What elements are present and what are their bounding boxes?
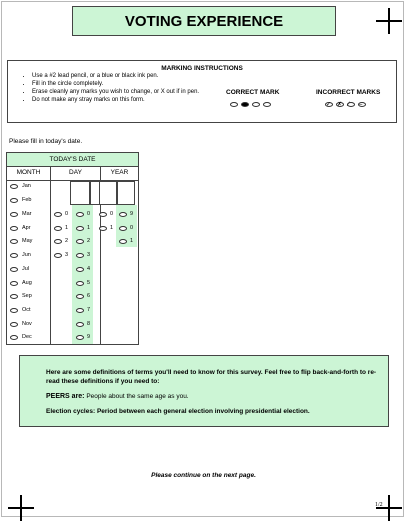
dash-oval-icon: – xyxy=(358,102,366,107)
continue-note: Please continue on the next page. xyxy=(151,472,256,479)
checkmark-oval-icon: ✓ xyxy=(326,102,332,108)
instructions-list xyxy=(22,72,212,104)
instruction-item: • Do not make any stray marks on this form. xyxy=(32,96,212,104)
empty-oval-icon xyxy=(263,102,271,107)
month-option-jul[interactable]: Jul xyxy=(10,266,29,272)
month-column-header: MONTH xyxy=(7,166,50,181)
month-option-mar[interactable]: Mar xyxy=(10,211,31,217)
instruction-item: • Use a #2 lead pencil, or a blue or black ink pen. xyxy=(32,72,212,80)
year-tens-write-box[interactable] xyxy=(99,181,117,205)
slash-oval-icon: ⁄ xyxy=(347,102,355,107)
peers-term: PEERS are: xyxy=(46,393,85,400)
election-cycles-term: Election cycles: xyxy=(46,408,96,415)
year-column-header: YEAR xyxy=(101,166,138,181)
peers-definition: People about the same age as you. xyxy=(86,393,189,400)
column-divider xyxy=(50,166,51,344)
day-tens-option[interactable]: 0 xyxy=(54,211,68,217)
month-option-aug[interactable]: Aug xyxy=(10,280,32,286)
crop-mark-bottom-left xyxy=(8,495,34,521)
crop-mark-top-right xyxy=(376,8,402,34)
month-option-jan[interactable]: Jan xyxy=(10,183,31,189)
form-title: VOTING EXPERIENCE xyxy=(72,6,336,36)
month-option-feb[interactable]: Feb xyxy=(10,197,31,203)
filled-oval-icon xyxy=(241,102,249,107)
day-ones-option[interactable]: 8 xyxy=(76,321,90,327)
page-number: 1/2 xyxy=(375,502,383,508)
day-column-header: DAY xyxy=(51,166,100,181)
day-ones-option[interactable]: 7 xyxy=(76,307,90,313)
day-ones-option[interactable]: 9 xyxy=(76,334,90,340)
month-option-apr[interactable]: Apr xyxy=(10,225,31,231)
x-oval-icon: ✗ xyxy=(337,102,343,108)
definitions-box xyxy=(19,355,389,427)
month-option-jun[interactable]: Jun xyxy=(10,252,31,258)
correct-mark-example xyxy=(230,102,271,107)
year-tens-option[interactable]: 0 xyxy=(99,211,113,217)
year-tens-option[interactable]: 1 xyxy=(99,225,113,231)
day-ones-option[interactable]: 4 xyxy=(76,266,90,272)
definition-election-cycles xyxy=(46,407,388,416)
todays-date-heading: TODAY'S DATE xyxy=(7,153,138,167)
day-tens-option[interactable]: 1 xyxy=(54,225,68,231)
election-cycles-definition: Period between each general election involving presidential election. xyxy=(96,408,310,415)
date-prompt: Please fill in today's date. xyxy=(9,138,83,145)
marking-instructions-heading: MARKING INSTRUCTIONS xyxy=(161,65,243,72)
day-ones-option[interactable]: 2 xyxy=(76,238,90,244)
empty-oval-icon xyxy=(230,102,238,107)
day-ones-option[interactable]: 3 xyxy=(76,252,90,258)
day-tens-write-box[interactable] xyxy=(70,181,90,205)
month-option-oct[interactable]: Oct xyxy=(10,307,31,313)
day-ones-option[interactable]: 0 xyxy=(76,211,90,217)
year-ones-option[interactable]: 0 xyxy=(119,225,133,231)
empty-oval-icon xyxy=(252,102,260,107)
year-ones-option[interactable]: 9 xyxy=(119,211,133,217)
incorrect-marks-example xyxy=(325,102,366,107)
crop-mark-bottom-right xyxy=(376,495,402,521)
month-option-dec[interactable]: Dec xyxy=(10,334,32,340)
instruction-item: • Erase cleanly any marks you wish to change, or X out if in pen. xyxy=(32,88,212,96)
month-option-may[interactable]: May xyxy=(10,238,32,244)
marking-instructions-box xyxy=(7,60,397,123)
month-option-sep[interactable]: Sep xyxy=(10,293,32,299)
year-ones-write-box[interactable] xyxy=(117,181,135,205)
incorrect-marks-label: INCORRECT MARKS xyxy=(316,89,381,96)
year-ones-option[interactable]: 1 xyxy=(119,238,133,244)
day-ones-option[interactable]: 5 xyxy=(76,280,90,286)
correct-mark-label: CORRECT MARK xyxy=(226,89,280,96)
definitions-intro: Here are some definitions of terms you'll need to know for this survey. Feel free to flip back-and-forth to re-read these definitions if you need to: xyxy=(46,369,377,385)
day-ones-option[interactable]: 1 xyxy=(76,225,90,231)
definition-peers xyxy=(46,392,388,401)
day-ones-option[interactable]: 6 xyxy=(76,293,90,299)
day-tens-option[interactable]: 3 xyxy=(54,252,68,258)
day-tens-option[interactable]: 2 xyxy=(54,238,68,244)
month-option-nov[interactable]: Nov xyxy=(10,321,32,327)
instruction-item: • Fill in the circle completely. xyxy=(32,80,212,88)
